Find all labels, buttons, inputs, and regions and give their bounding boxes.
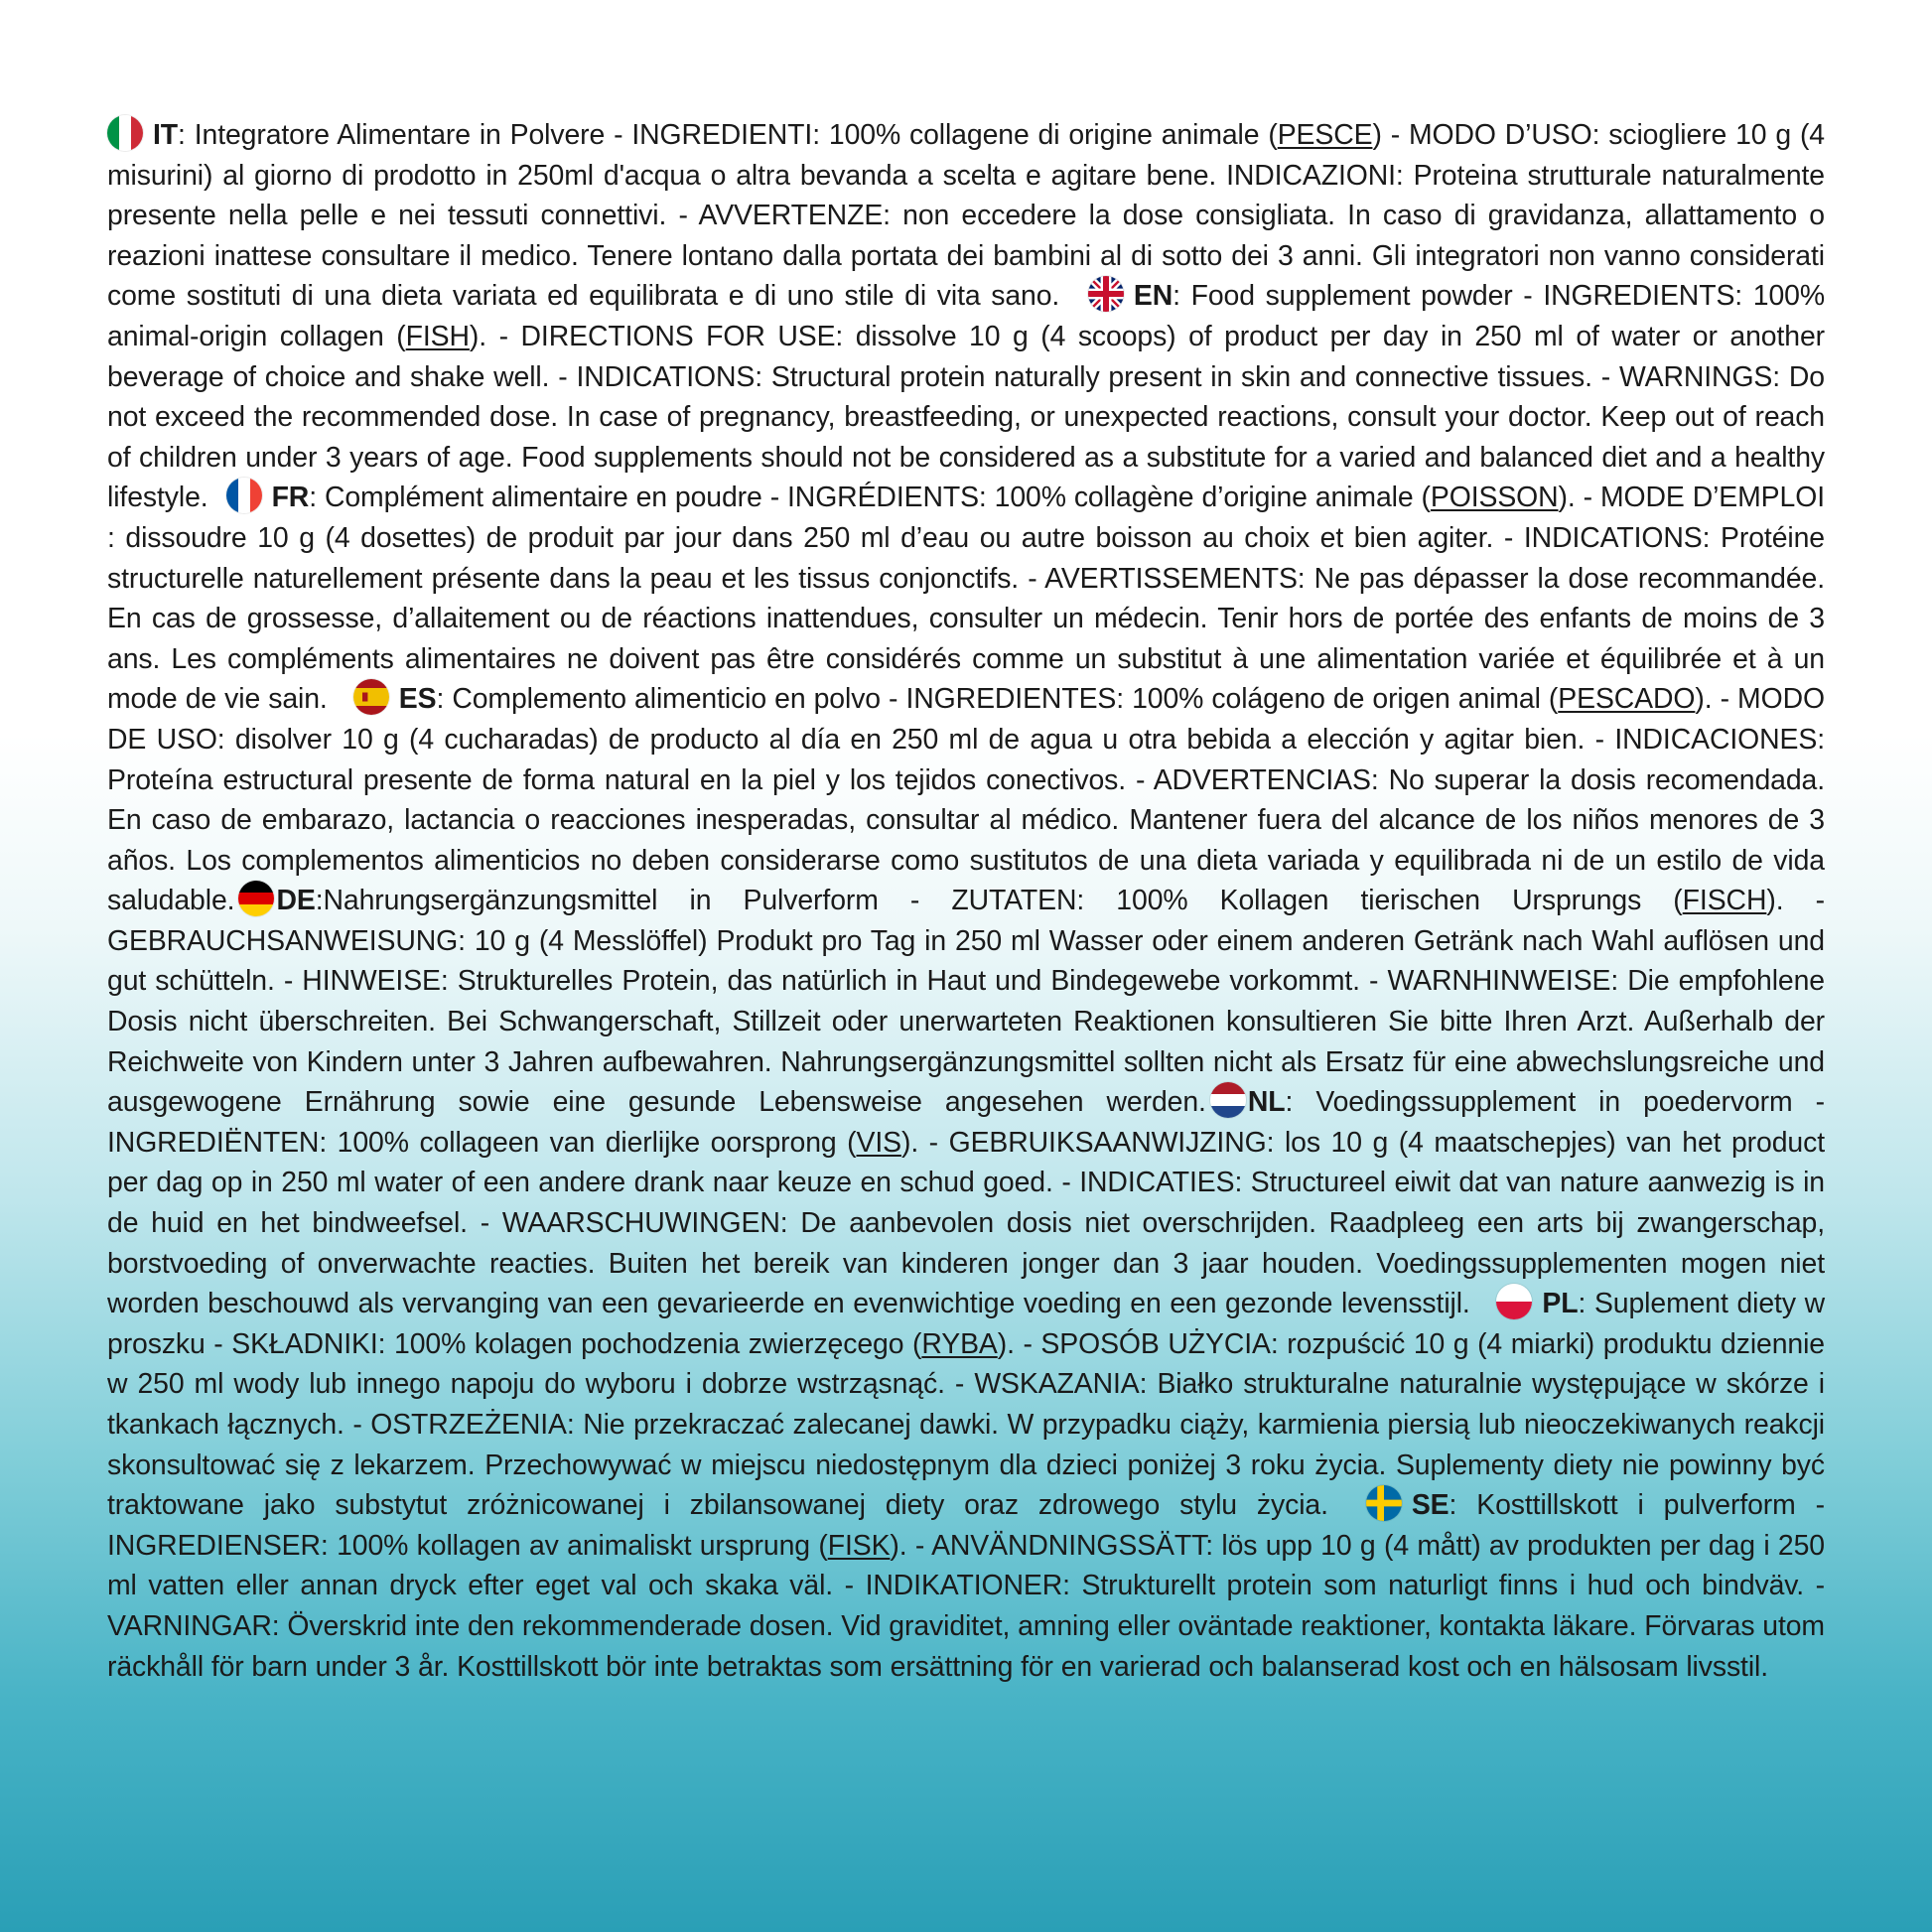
germany-flag-icon bbox=[238, 881, 274, 916]
section-text-es-cont: ). - MODO DE USO: disolver 10 g (4 cucharadas) de producto al día en 250 ml de agua u otra bebida a elección y agitar bien. - INDICACIONES: Proteína estructural presente de forma natural en la piel y los tejidos conectivos. - ADVERTENCIAS: No superar la dosis recomendada. En caso de embarazo, lactancia o reacciones inesperadas, consultar al médico. Mantener fuera del alcance de los niños menores de 3 años. Los complementos alimenticios no deben considerarse como sustitutos de una dieta variada y equilibrada ni de un estilo de vida saludable. bbox=[107, 683, 1825, 917]
allergen-pl: RYBA bbox=[921, 1327, 998, 1360]
spain-flag-icon bbox=[353, 679, 389, 715]
section-text-en-cont: ). - DIRECTIONS FOR USE: dissolve 10 g (4 scoops) of product per day in 250 ml of water or another beverage of choice and shake well. - INDICATIONS: Structural protein naturally present in skin and connective tissues. - WARNINGS: Do not exceed the recommended dose. In case of pregnancy, breastfeeding, or unexpected reactions, consult your doctor. Keep out of reach of children under 3 years of age. Food supplements should not be considered as a substitute for a varied and balanced diet and a healthy lifestyle. bbox=[107, 320, 1825, 514]
allergen-fr: POISSON bbox=[1430, 482, 1559, 514]
language-code-de: DE bbox=[276, 885, 316, 917]
section-text-en: : Food supplement powder - INGREDIENTS: 100% animal-origin collagen ( bbox=[107, 280, 1825, 352]
netherlands-flag-icon bbox=[1210, 1082, 1246, 1118]
language-code-es: ES bbox=[398, 683, 437, 716]
section-text-fr: : Complément alimentaire en poudre - INGRÉDIENTS: 100% collagène d’origine animale ( bbox=[309, 482, 1431, 514]
france-flag-icon bbox=[226, 478, 262, 513]
allergen-se: FISK bbox=[827, 1529, 891, 1562]
multilingual-product-label bbox=[107, 115, 1825, 1687]
section-text-de: :Nahrungsergänzungsmittel in Pulverform - ZUTATEN: 100% Kollagen tierischen Ursprungs ( bbox=[315, 885, 1683, 917]
allergen-en: FISH bbox=[405, 320, 470, 352]
italy-flag-icon bbox=[107, 115, 143, 151]
sweden-flag-icon bbox=[1366, 1485, 1402, 1521]
section-text-pl-cont: ). - SPOSÓB UŻYCIA: rozpuścić 10 g (4 miarki) produktu dziennie w 250 ml wody lub innego napoju do wyboru i dobrze wstrząsnąć. - WSKAZANIA: Białko strukturalne naturalnie występujące w skórze i tkankach łącznych. - OSTRZEŻENIA: Nie przekraczać zalecanej dawki. W przypadku ciąży, karmienia piersią lub nieoczekiwanych reakcji skonsultować się z lekarzem. Przechowywać w miejscu niedostępnym dla dzieci poniżej 3 roku życia. Suplementy diety nie powinny być traktowane jako substytut zróżnicowanej i zbilansowanej diety oraz zdrowego stylu życia. bbox=[107, 1327, 1825, 1522]
allergen-nl: VIS bbox=[856, 1126, 901, 1159]
section-text-es: : Complemento alimenticio en polvo - INGREDIENTES: 100% colágeno de origen animal ( bbox=[436, 683, 1559, 716]
section-text-nl-cont: ). - GEBRUIKSAANWIJZING: los 10 g (4 maatschepjes) van het product per dag op in 250 ml water of een andere drank naar keuze en schud goed. - INDICATIES: Structureel eiwit dat van nature aanwezig is in de huid en het bindweefsel. - WAARSCHUWINGEN: De aanbevolen dosis niet overschrijden. Raadpleeg een arts bij zwangerschap, borstvoeding of onverwachte reacties. Buiten het bereik van kinderen jonger dan 3 jaar houden. Voedingssupplementen mogen niet worden beschouwd als vervanging van een gevarieerde en evenwichtige voeding en een gezonde levensstijl. bbox=[107, 1126, 1825, 1320]
uk-flag-icon bbox=[1088, 276, 1124, 312]
language-code-nl: NL bbox=[1247, 1086, 1286, 1119]
allergen-it: PESCE bbox=[1277, 119, 1373, 151]
language-code-se: SE bbox=[1411, 1489, 1449, 1522]
section-text-se: : Kosttillskott i pulverform - INGREDIENSER: 100% kollagen av animaliskt ursprung ( bbox=[107, 1489, 1825, 1562]
section-text-it-cont: ) - MODO D’USO: sciogliere 10 g (4 misurini) al giorno di prodotto in 250ml d'acqua o altra bevanda a scelta e agitare bene. INDICAZIONI: Proteina strutturale naturalmente presente nella pelle e nei tessuti connettivi. - AVVERTENZE: non eccedere la dose consigliata. In caso di gravidanza, allattamento o reazioni inattese consultare il medico. Tenere lontano dalla portata dei bambini al di sotto dei 3 anni. Gli integratori non vanno considerati come sostituti di una dieta variata ed equilibrata e di uno stile di vita sano. bbox=[107, 119, 1826, 313]
allergen-es: PESCADO bbox=[1558, 683, 1696, 716]
poland-flag-icon bbox=[1496, 1284, 1532, 1319]
language-code-pl: PL bbox=[1542, 1288, 1579, 1320]
language-code-fr: FR bbox=[271, 482, 310, 514]
section-text-it: : Integratore Alimentare in Polvere - INGREDIENTI: 100% collagene di origine animale ( bbox=[178, 119, 1278, 151]
section-text-pl: : Suplement diety w proszku - SKŁADNIKI: 100% kolagen pochodzenia zwierzęcego ( bbox=[107, 1288, 1826, 1360]
section-text-se-cont: ). - ANVÄNDNINGSSÄTT: lös upp 10 g (4 mått) av produkten per dag i 250 ml vatten eller annan dryck efter eget val och skaka väl. - INDIKATIONER: Strukturellt protein som naturligt finns i hud och bindväv. - VARNINGAR: Överskrid inte den rekommenderade dosen. Vid graviditet, amning eller oväntade reaktioner, kontakta läkare. Förvaras utom räckhåll för barn under 3 år. Kosttillskott bör inte betraktas som ersättning för en varierad och balanserad kost och en hälsosam livsstil. bbox=[107, 1529, 1825, 1683]
section-text-de-cont: ). - GEBRAUCHSANWEISUNG: 10 g (4 Messlöffel) Produkt pro Tag in 250 ml Wasser oder einem anderen Getränk nach Wahl auflösen und gut schütteln. - HINWEISE: Strukturelles Protein, das natürlich in Haut und Bindegewebe vorkommt. - WARNHINWEISE: Die empfohlene Dosis nicht überschreiten. Bei Schwangerschaft, Stillzeit oder unerwarteten Reaktionen konsultieren Sie bitte Ihren Arzt. Außerhalb der Reichweite von Kindern unter 3 Jahren aufbewahren. Nahrungsergänzungsmittel sollten nicht als Ersatz für eine abwechslungsreiche und ausgewogene Ernährung sowie eine gesunde Lebensweise angesehen werden. bbox=[107, 885, 1825, 1119]
language-code-en: EN bbox=[1133, 280, 1173, 313]
language-code-it: IT bbox=[153, 119, 179, 151]
allergen-de: FISCH bbox=[1682, 885, 1767, 917]
section-text-nl: : Voedingssupplement in poedervorm - INGREDIËNTEN: 100% collageen van dierlijke oorsprong ( bbox=[107, 1086, 1825, 1159]
section-text-fr-cont: ). - MODE D’EMPLOI : dissoudre 10 g (4 dosettes) de produit par jour dans 250 ml d’eau ou autre boisson au choix et bien agiter. - INDICATIONS: Protéine structurelle naturellement présente dans la peau et les tissus conjonctifs. - AVERTISSEMENTS: Ne pas dépasser la dose recommandée. En cas de grossesse, d’allaitement ou de réactions inattendues, consulter un médecin. Tenir hors de portée des enfants de moins de 3 ans. Les compléments alimentaires ne doivent pas être considérés comme un substitut à une alimentation variée et équilibrée et à un mode de vie sain. bbox=[107, 482, 1825, 716]
